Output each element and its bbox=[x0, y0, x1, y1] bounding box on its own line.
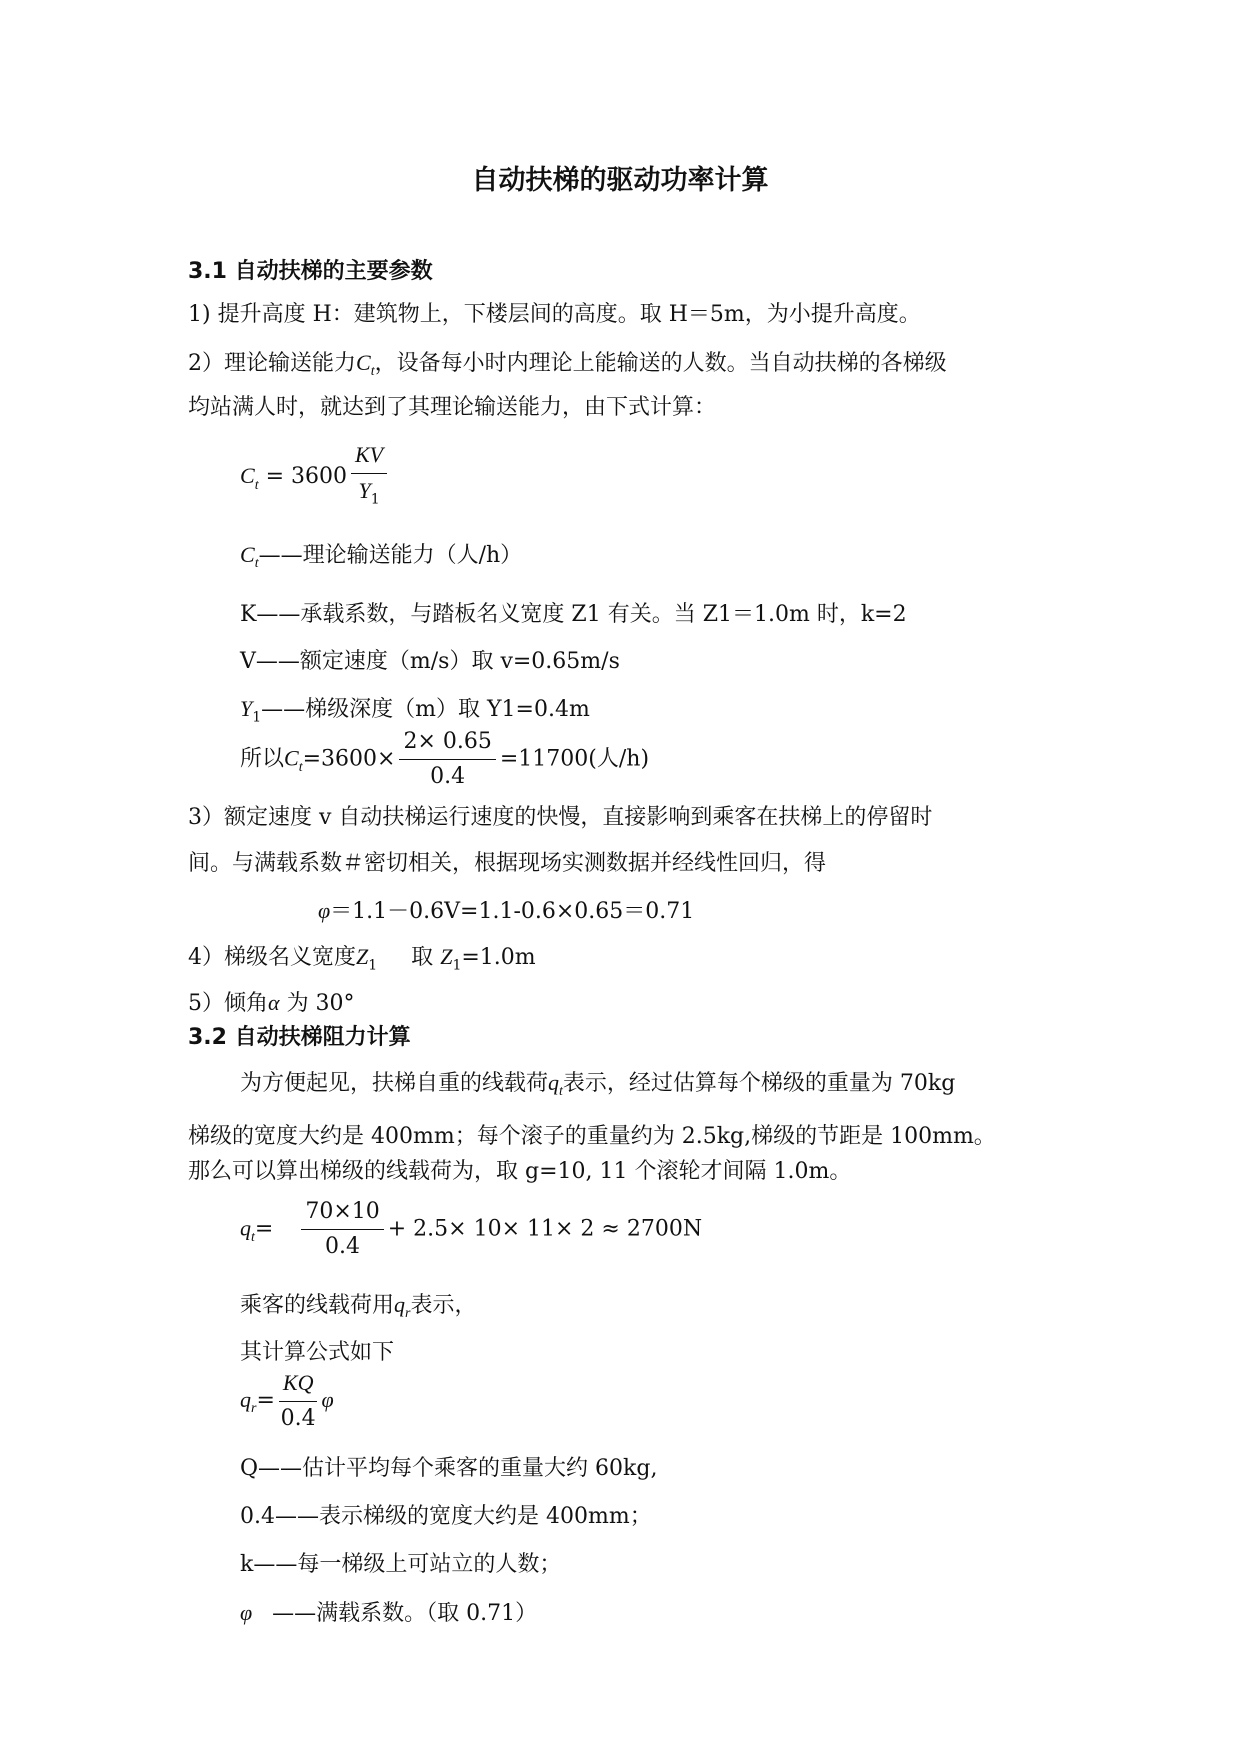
text: 为方便起见，扶梯自重的线载荷 bbox=[240, 1071, 549, 1096]
subscript: 1 bbox=[370, 491, 380, 508]
formula-phi bbox=[318, 896, 694, 927]
para-formula-intro: 其计算公式如下 bbox=[240, 1340, 395, 1365]
subscript: 1 bbox=[368, 957, 378, 974]
symbol-Y: Y bbox=[358, 478, 371, 503]
result-capacity bbox=[240, 727, 649, 792]
subscript: 1 bbox=[452, 957, 462, 974]
def-q: Q——估计平均每个乘客的重量大约 60kg, bbox=[240, 1456, 658, 1481]
text: ——梯级深度（m）取 Y1=0.4m bbox=[261, 697, 590, 722]
para-selfweight-line3: 那么可以算出梯级的线载荷为，取 g=10, 11 个滚轮才间隔 1.0m。 bbox=[188, 1159, 852, 1184]
symbol-C: C bbox=[284, 745, 299, 771]
para-capacity-line2: 均站满人时，就达到了其理论输送能力，由下式计算： bbox=[188, 395, 717, 420]
para-angle bbox=[188, 988, 355, 1019]
denominator: 0.4 bbox=[325, 1234, 361, 1259]
def-ct bbox=[240, 540, 522, 579]
subscript: 1 bbox=[252, 709, 262, 726]
def-k: K——承载系数，与踏板名义宽度 Z1 有关。当 Z1＝1.0m 时，k=2 bbox=[240, 602, 907, 627]
symbol-phi: φ bbox=[321, 1387, 334, 1412]
text: 为 30° bbox=[286, 991, 355, 1016]
text: ＝1.1－0.6V=1.1-0.6×0.65＝0.71 bbox=[330, 899, 695, 924]
numerator: KV bbox=[355, 442, 384, 467]
symbol-r: r bbox=[405, 1306, 411, 1322]
symbol-t: t bbox=[254, 556, 259, 572]
para-speed-line2: 间。与满载系数＃密切相关，根据现场实测数据并经线性回归，得 bbox=[188, 851, 827, 876]
para-width bbox=[188, 942, 536, 980]
formula-text: = 3600 bbox=[258, 464, 347, 490]
denominator: 0.4 bbox=[430, 764, 466, 789]
page-title: 自动扶梯的驱动功率计算 bbox=[471, 165, 769, 196]
symbol-Z: Z bbox=[440, 944, 453, 969]
symbol-phi: φ bbox=[240, 1600, 253, 1625]
text: =11700(人/h) bbox=[499, 746, 650, 772]
para-selfweight-line1 bbox=[240, 1068, 955, 1107]
denominator: 0.4 bbox=[280, 1406, 316, 1431]
para-speed-line1: 3）额定速度 v 自动扶梯运行速度的快慢，直接影响到乘客在扶梯上的停留时 bbox=[188, 805, 933, 830]
symbol-r: r bbox=[251, 1401, 257, 1417]
text: = bbox=[254, 1216, 274, 1242]
section-3-1-heading: 3.1 自动扶梯的主要参数 bbox=[188, 259, 433, 284]
text: ——满载系数。（取 0.71） bbox=[272, 1601, 538, 1626]
text: =3600× bbox=[302, 746, 396, 772]
fraction bbox=[301, 1197, 383, 1262]
def-v: V——额定速度（m/s）取 v=0.65m/s bbox=[240, 649, 620, 674]
symbol-t: t bbox=[254, 477, 259, 493]
symbol-Y: Y bbox=[240, 696, 253, 721]
text: + 2.5× 10× 11× 2 ≈ 2700N bbox=[387, 1216, 703, 1242]
para-passenger-load bbox=[240, 1290, 476, 1329]
numerator: 70×10 bbox=[301, 1197, 383, 1230]
symbol-t: t bbox=[370, 364, 375, 380]
text: 5）倾角 bbox=[188, 991, 268, 1016]
text: 取 bbox=[411, 945, 434, 970]
text: 表示，经过估算每个梯级的重量为 70kg bbox=[562, 1071, 956, 1096]
def-width: 0.4——表示梯级的宽度大约是 400mm； bbox=[240, 1504, 652, 1529]
symbol-q: q bbox=[548, 1070, 560, 1095]
def-phi bbox=[240, 1598, 537, 1629]
text: =1.0m bbox=[461, 945, 536, 970]
symbol-q: q bbox=[240, 1215, 251, 1241]
symbol-t: t bbox=[251, 1229, 255, 1245]
numerator: 2× 0.65 bbox=[399, 727, 495, 760]
symbol-t: t bbox=[559, 1084, 563, 1100]
fraction bbox=[351, 440, 387, 514]
fraction bbox=[399, 727, 495, 792]
text: = bbox=[256, 1388, 275, 1413]
text: 2）理论输送能力 bbox=[188, 351, 356, 376]
para-selfweight-line2: 梯级的宽度大约是 400mm；每个滚子的重量约为 2.5kg,梯级的节距是 100mm。 bbox=[188, 1124, 996, 1149]
symbol-Z: Z bbox=[356, 944, 369, 969]
para-lift-height: 1) 提升高度 H：建筑物上，下楼层间的高度。取 H＝5m，为小提升高度。 bbox=[188, 302, 921, 327]
symbol-alpha: α bbox=[268, 990, 280, 1015]
symbol-C: C bbox=[240, 542, 255, 567]
text: ，设备每小时内理论上能输送的人数。当自动扶梯的各梯级 bbox=[374, 351, 947, 376]
symbol-C: C bbox=[240, 463, 255, 489]
def-k-persons: k——每一梯级上可站立的人数； bbox=[240, 1552, 562, 1577]
text: 表示， bbox=[410, 1293, 477, 1318]
symbol-q: q bbox=[394, 1292, 406, 1317]
symbol-t: t bbox=[298, 759, 303, 775]
symbol-phi: φ bbox=[318, 898, 331, 923]
symbol-q: q bbox=[240, 1387, 251, 1412]
formula-capacity bbox=[240, 440, 391, 514]
fraction bbox=[279, 1368, 318, 1434]
section-3-2-heading: 3.2 自动扶梯阻力计算 bbox=[188, 1025, 411, 1050]
formula-qr bbox=[240, 1368, 334, 1434]
formula-qt bbox=[240, 1197, 702, 1262]
text: ——理论输送能力（人/h） bbox=[258, 543, 523, 568]
para-capacity-line1 bbox=[188, 348, 947, 387]
symbol-C: C bbox=[356, 350, 371, 375]
text: 乘客的线载荷用 bbox=[240, 1293, 395, 1318]
text: 所以 bbox=[240, 746, 285, 772]
numerator: KQ bbox=[282, 1370, 314, 1395]
text: 4）梯级名义宽度 bbox=[188, 945, 356, 970]
